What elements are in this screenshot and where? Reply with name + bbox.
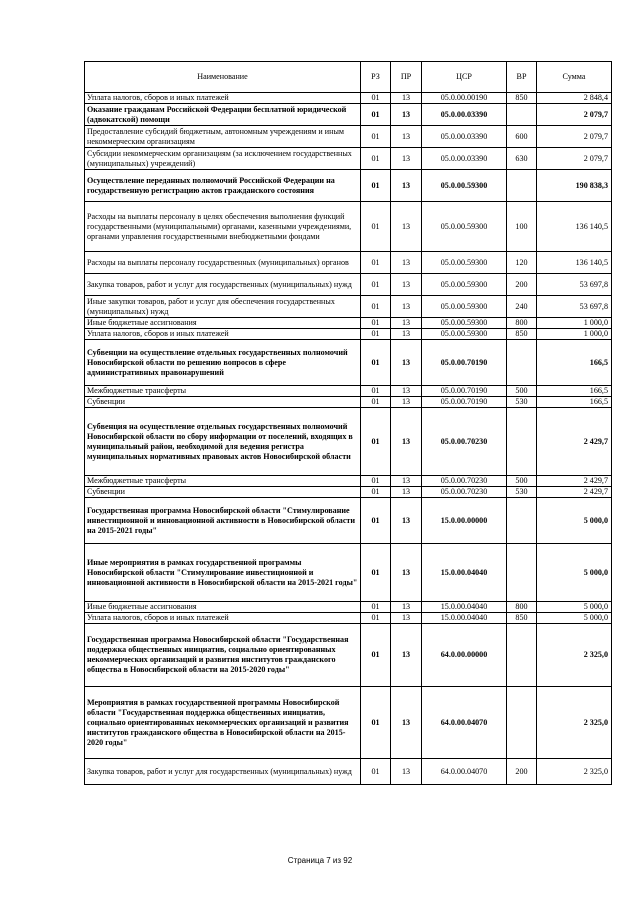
table-row <box>85 148 612 170</box>
cell-vr: 850 <box>507 329 537 340</box>
cell-name: Уплата налогов, сборов и иных платежей <box>85 613 361 624</box>
cell-csr: 05.0.00.59300 <box>422 296 507 318</box>
cell-sum: 190 838,3 <box>537 170 612 202</box>
cell-sum: 5 000,0 <box>537 544 612 602</box>
cell-pr: 13 <box>391 759 422 785</box>
cell-csr: 15.0.00.00000 <box>422 498 507 544</box>
cell-name: Закупка товаров, работ и услуг для государственных (муниципальных) нужд <box>85 759 361 785</box>
cell-pr: 13 <box>391 602 422 613</box>
table-row <box>85 487 612 498</box>
cell-rz: 01 <box>361 296 391 318</box>
cell-pr: 13 <box>391 252 422 274</box>
header-name: Наименование <box>85 62 361 93</box>
cell-pr: 13 <box>391 126 422 148</box>
cell-csr: 05.0.00.70230 <box>422 487 507 498</box>
cell-rz: 01 <box>361 148 391 170</box>
cell-rz: 01 <box>361 613 391 624</box>
cell-csr: 15.0.00.04040 <box>422 544 507 602</box>
cell-pr: 13 <box>391 340 422 386</box>
table-row <box>85 340 612 386</box>
cell-csr: 05.0.00.70190 <box>422 397 507 408</box>
cell-vr <box>507 498 537 544</box>
cell-pr: 13 <box>391 487 422 498</box>
cell-rz: 01 <box>361 252 391 274</box>
table-row <box>85 170 612 202</box>
cell-vr: 200 <box>507 759 537 785</box>
cell-csr: 05.0.00.03390 <box>422 104 507 126</box>
table-row <box>85 274 612 296</box>
cell-name: Субвенции на осуществление отдельных государственных полномочий Новосибирской области по решению вопросов в сфере административных правонарушений <box>85 340 361 386</box>
cell-name: Субвенция на осуществление отдельных государственных полномочий Новосибирской области по сбору информации от поселений, входящих в муниципальный район, необходимой для ведения регистра муниципальных нормативных правовых актов Новосибирской области <box>85 408 361 476</box>
cell-name: Иные бюджетные ассигнования <box>85 602 361 613</box>
cell-vr: 850 <box>507 93 537 104</box>
cell-name: Иные бюджетные ассигнования <box>85 318 361 329</box>
cell-name: Предоставление субсидий бюджетным, автономным учреждениям и иным некоммерческим организациям <box>85 126 361 148</box>
cell-csr: 05.0.00.70230 <box>422 476 507 487</box>
cell-pr: 13 <box>391 397 422 408</box>
cell-name: Иные мероприятия в рамках государственной программы Новосибирской области "Стимулирование инвестиционной и инновационной активности в Новосибирской области на 2015-2021 годы" <box>85 544 361 602</box>
cell-vr: 800 <box>507 318 537 329</box>
cell-pr: 13 <box>391 329 422 340</box>
cell-rz: 01 <box>361 104 391 126</box>
cell-rz: 01 <box>361 340 391 386</box>
cell-pr: 13 <box>391 386 422 397</box>
cell-name: Мероприятия в рамках государственной программы Новосибирской области "Государственная поддержка общественных инициатив, социально ориентированных некоммерческих организаций и развития институтов гражданского общества в Новосибирской области на 2015-2020 годы" <box>85 687 361 759</box>
cell-csr: 15.0.00.04040 <box>422 613 507 624</box>
cell-rz: 01 <box>361 318 391 329</box>
cell-sum: 53 697,8 <box>537 296 612 318</box>
cell-sum: 2 848,4 <box>537 93 612 104</box>
cell-rz: 01 <box>361 408 391 476</box>
cell-pr: 13 <box>391 613 422 624</box>
cell-rz: 01 <box>361 602 391 613</box>
cell-pr: 13 <box>391 408 422 476</box>
cell-pr: 13 <box>391 148 422 170</box>
cell-pr: 13 <box>391 476 422 487</box>
cell-pr: 13 <box>391 318 422 329</box>
cell-vr: 100 <box>507 202 537 252</box>
header-csr: ЦСР <box>422 62 507 93</box>
cell-rz: 01 <box>361 126 391 148</box>
cell-rz: 01 <box>361 624 391 687</box>
cell-name: Государственная программа Новосибирской области "Стимулирование инвестиционной и инновационной активности в Новосибирской области на 2015-2021 годы" <box>85 498 361 544</box>
cell-vr <box>507 687 537 759</box>
cell-csr: 05.0.00.59300 <box>422 329 507 340</box>
cell-sum: 2 325,0 <box>537 624 612 687</box>
cell-csr: 64.0.00.04070 <box>422 759 507 785</box>
cell-pr: 13 <box>391 544 422 602</box>
cell-vr: 500 <box>507 476 537 487</box>
table-row <box>85 687 612 759</box>
cell-csr: 15.0.00.04040 <box>422 602 507 613</box>
header-pr: ПР <box>391 62 422 93</box>
table-row <box>85 602 612 613</box>
cell-rz: 01 <box>361 687 391 759</box>
table-row <box>85 318 612 329</box>
cell-vr: 600 <box>507 126 537 148</box>
cell-name: Закупка товаров, работ и услуг для государственных (муниципальных) нужд <box>85 274 361 296</box>
table-row <box>85 498 612 544</box>
cell-rz: 01 <box>361 202 391 252</box>
cell-rz: 01 <box>361 498 391 544</box>
cell-name: Расходы на выплаты персоналу государственных (муниципальных) органов <box>85 252 361 274</box>
cell-csr: 05.0.00.00190 <box>422 93 507 104</box>
table-row <box>85 386 612 397</box>
cell-pr: 13 <box>391 93 422 104</box>
cell-vr: 200 <box>507 274 537 296</box>
cell-pr: 13 <box>391 170 422 202</box>
table-row <box>85 93 612 104</box>
cell-csr: 05.0.00.59300 <box>422 170 507 202</box>
cell-rz: 01 <box>361 170 391 202</box>
table-row <box>85 759 612 785</box>
cell-sum: 166,5 <box>537 397 612 408</box>
cell-rz: 01 <box>361 759 391 785</box>
cell-pr: 13 <box>391 687 422 759</box>
cell-vr <box>507 544 537 602</box>
cell-name: Субвенции <box>85 487 361 498</box>
cell-name: Субвенции <box>85 397 361 408</box>
cell-sum: 5 000,0 <box>537 498 612 544</box>
cell-vr <box>507 624 537 687</box>
cell-sum: 2 079,7 <box>537 148 612 170</box>
cell-vr <box>507 408 537 476</box>
table-header-row <box>85 62 612 93</box>
cell-vr: 850 <box>507 613 537 624</box>
table-row <box>85 126 612 148</box>
header-rz: РЗ <box>361 62 391 93</box>
cell-pr: 13 <box>391 624 422 687</box>
cell-rz: 01 <box>361 274 391 296</box>
cell-name: Государственная программа Новосибирской области "Государственная поддержка общественных инициатив, социально ориентированных некоммерческих организаций и развития институтов гражданского общества в Новосибирской области на 2015-2020 годы" <box>85 624 361 687</box>
table-row <box>85 408 612 476</box>
table-row <box>85 544 612 602</box>
cell-vr <box>507 104 537 126</box>
cell-sum: 2 079,7 <box>537 126 612 148</box>
header-vr: ВР <box>507 62 537 93</box>
cell-sum: 1 000,0 <box>537 318 612 329</box>
cell-sum: 1 000,0 <box>537 329 612 340</box>
cell-vr: 630 <box>507 148 537 170</box>
cell-csr: 05.0.00.59300 <box>422 274 507 296</box>
cell-rz: 01 <box>361 476 391 487</box>
cell-rz: 01 <box>361 397 391 408</box>
budget-table <box>84 61 612 785</box>
cell-name: Расходы на выплаты персоналу в целях обеспечения выполнения функций государственными (муниципальными) органами, казенными учреждениями, органами управления государственными внебюджетными фондами <box>85 202 361 252</box>
cell-name: Иные закупки товаров, работ и услуг для обеспечения государственных (муниципальных) нужд <box>85 296 361 318</box>
table-body <box>85 93 612 785</box>
cell-sum: 2 429,7 <box>537 487 612 498</box>
cell-rz: 01 <box>361 329 391 340</box>
cell-name: Межбюджетные трансферты <box>85 476 361 487</box>
cell-sum: 166,5 <box>537 340 612 386</box>
cell-name: Субсидии некоммерческим организациям (за исключением государственных (муниципальных) учреждений) <box>85 148 361 170</box>
cell-vr: 530 <box>507 397 537 408</box>
table-row <box>85 202 612 252</box>
table-row <box>85 104 612 126</box>
cell-name: Осуществление переданных полномочий Российской Федерации на государственную регистрацию актов гражданского состояния <box>85 170 361 202</box>
cell-vr: 530 <box>507 487 537 498</box>
cell-name: Уплата налогов, сборов и иных платежей <box>85 93 361 104</box>
cell-pr: 13 <box>391 296 422 318</box>
cell-sum: 2 325,0 <box>537 759 612 785</box>
cell-name: Уплата налогов, сборов и иных платежей <box>85 329 361 340</box>
cell-rz: 01 <box>361 487 391 498</box>
cell-sum: 2 429,7 <box>537 408 612 476</box>
cell-csr: 05.0.00.70190 <box>422 386 507 397</box>
cell-name: Межбюджетные трансферты <box>85 386 361 397</box>
table-row <box>85 613 612 624</box>
cell-sum: 5 000,0 <box>537 602 612 613</box>
cell-vr: 500 <box>507 386 537 397</box>
page-number: Страница 7 из 92 <box>287 856 353 865</box>
cell-csr: 05.0.00.03390 <box>422 148 507 170</box>
cell-pr: 13 <box>391 104 422 126</box>
cell-sum: 166,5 <box>537 386 612 397</box>
cell-vr: 120 <box>507 252 537 274</box>
cell-sum: 136 140,5 <box>537 252 612 274</box>
cell-sum: 136 140,5 <box>537 202 612 252</box>
table-row <box>85 296 612 318</box>
cell-csr: 05.0.00.59300 <box>422 252 507 274</box>
cell-vr <box>507 170 537 202</box>
cell-vr <box>507 340 537 386</box>
cell-pr: 13 <box>391 498 422 544</box>
table-row <box>85 624 612 687</box>
table-row <box>85 476 612 487</box>
cell-csr: 05.0.00.70190 <box>422 340 507 386</box>
cell-pr: 13 <box>391 202 422 252</box>
table-row <box>85 252 612 274</box>
cell-sum: 2 429,7 <box>537 476 612 487</box>
cell-sum: 2 325,0 <box>537 687 612 759</box>
cell-csr: 05.0.00.59300 <box>422 202 507 252</box>
cell-vr: 240 <box>507 296 537 318</box>
cell-pr: 13 <box>391 274 422 296</box>
table-row <box>85 329 612 340</box>
header-sum: Сумма <box>537 62 612 93</box>
cell-sum: 53 697,8 <box>537 274 612 296</box>
table-row <box>85 397 612 408</box>
cell-csr: 05.0.00.59300 <box>422 318 507 329</box>
cell-csr: 64.0.00.04070 <box>422 687 507 759</box>
cell-csr: 05.0.00.03390 <box>422 126 507 148</box>
cell-sum: 5 000,0 <box>537 613 612 624</box>
cell-rz: 01 <box>361 544 391 602</box>
cell-rz: 01 <box>361 386 391 397</box>
cell-name: Оказание гражданам Российской Федерации бесплатной юридической (адвокатской) помощи <box>85 104 361 126</box>
cell-csr: 05.0.00.70230 <box>422 408 507 476</box>
cell-csr: 64.0.00.00000 <box>422 624 507 687</box>
cell-sum: 2 079,7 <box>537 104 612 126</box>
cell-rz: 01 <box>361 93 391 104</box>
cell-vr: 800 <box>507 602 537 613</box>
